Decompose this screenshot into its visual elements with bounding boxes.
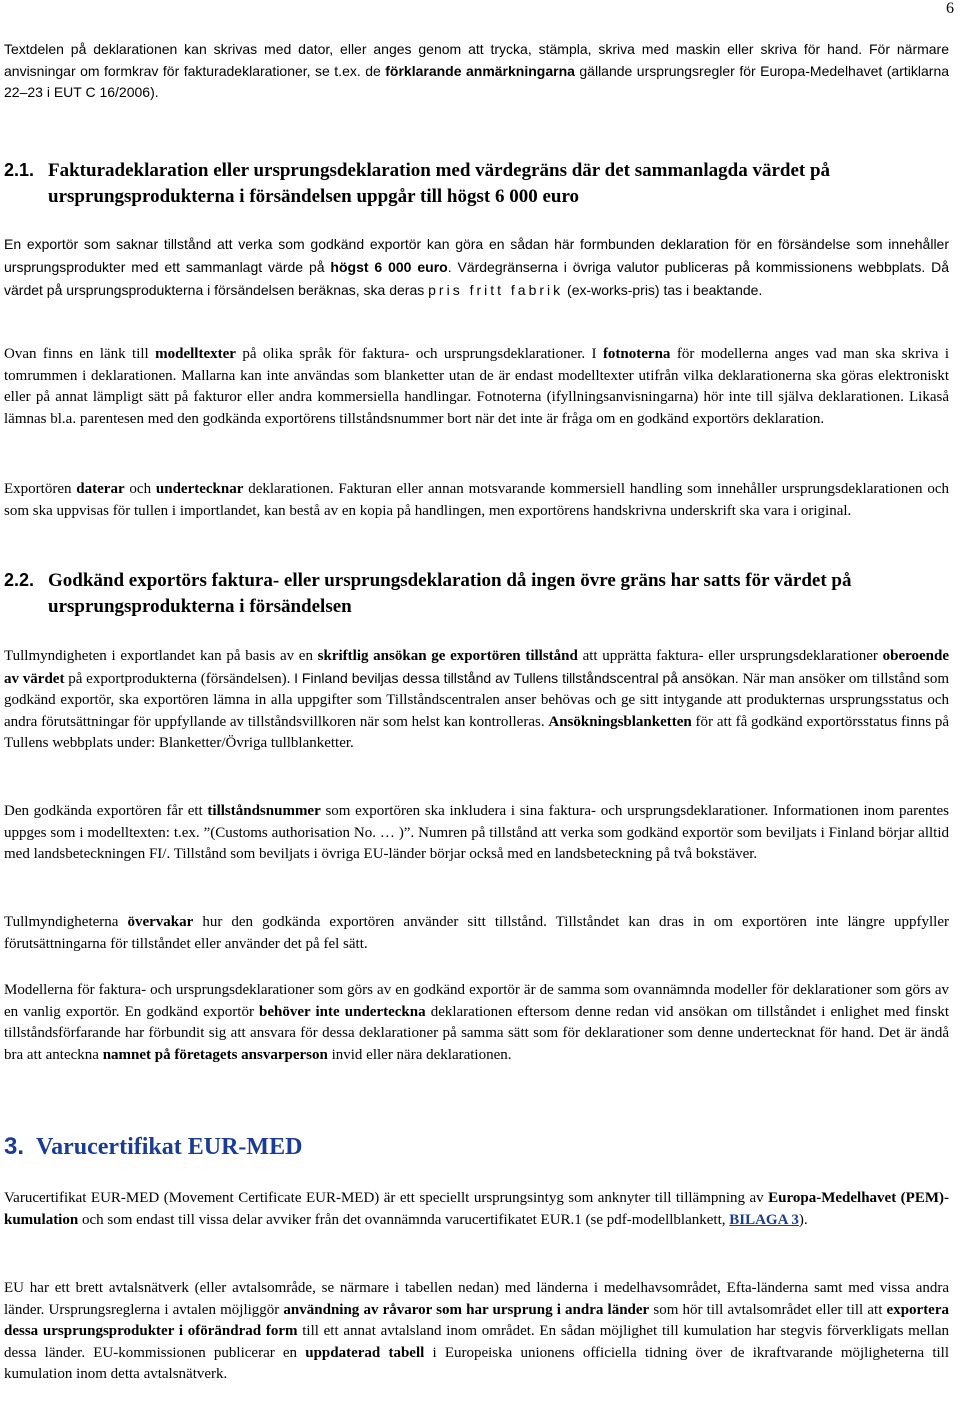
- p3-bold-2: undertecknar: [155, 481, 244, 497]
- p4-bold-1: skriftlig ansökan ge exportören tillstånd: [317, 648, 578, 664]
- section-3-number: 3.: [4, 1133, 25, 1160]
- p4-bold-2: oberoende av värdet: [4, 648, 950, 687]
- p8-text-2: och som endast till vissa delar avviker från det ovannämnda varucertifikatet EUR.1 (se pdf-modellblankett,: [78, 1211, 730, 1228]
- p7-text-2: deklarationen eftersom denne redan vid ansökan om tillståndet i enlighet med finskt tillståndsförfarande har förbundit sig att ansvara för dessa deklarationer på samma sätt som för deklarationer som denne undertecknat för hand. Det är ändå bra att anteckna: [4, 1003, 949, 1063]
- p3-text-2: och: [124, 481, 156, 497]
- p9-text-4: i Europeiska unionens officiella tidning över de ikraftvarande möjligheterna till kumulation inom detta avtalsnätverk.: [4, 1344, 950, 1382]
- p7-text-3: invid eller nära deklarationen.: [327, 1046, 512, 1063]
- paragraph-9: [4, 1278, 949, 1386]
- p5-text-2: som exportören ska inkludera i sina faktura- och ursprungsdeklarationer. Informationen inom parentes uppges som i modelltexten: t.ex. ”(Customs authorisation No. … )”. Numren på tillstånd att verka som godkänd exportör som beviljats i Finland börjar alltid med landsbeteckningen FI/. Tillstånd som beviljats i övriga EU-länder börjar också med en landsbeteckning på två bokstäver.: [4, 803, 949, 862]
- intro-paragraph: [4, 39, 949, 104]
- p9-text-2: som hör till avtalsområdet eller till att: [649, 1301, 887, 1318]
- p3-text-1: Exportören: [4, 481, 77, 497]
- p4-text-3: på exportprodukterna (försändelsen).: [64, 670, 295, 687]
- p2-text-2: på olika språk för faktura- och ursprungsdeklarationer. I: [235, 346, 603, 362]
- p9-text-3: till ett annat avtalsland inom området. En sådan möjlighet till kumulation har stegvis förverkligats mellan dessa länder. EU-kommissionen publicerar en: [4, 1323, 949, 1361]
- p7-text-1: Modellerna för faktura- och ursprungsdeklarationer som görs av en godkänd exportör är de samma som ovannämnda modeller för deklarationer som görs av en vanlig exportör. En godkänd exportör: [4, 982, 949, 1020]
- p7-bold-2: namnet på företagets ansvarperson: [102, 1046, 328, 1063]
- p5-text-1: Den godkända exportören får ett: [4, 803, 208, 819]
- paragraph-2: [4, 344, 949, 430]
- p2-bold-1: modelltexter: [155, 346, 236, 362]
- p4-text-5: för att få godkänd exportörsstatus finns på Tullens webbplats under: Blanketter/Övriga tullblanketter.: [4, 713, 949, 751]
- paragraph-4: [4, 646, 949, 755]
- section-2-2-title: Godkänd exportörs faktura- eller ursprungsdeklaration då ingen övre gräns har satts för värdet på ursprungsprodukterna i försändelsen: [48, 570, 852, 617]
- paragraph-1: [4, 233, 949, 302]
- paragraph-8: [4, 1188, 949, 1231]
- p9-text-1: EU har ett brett avtalsnätverk (eller avtalsområde, se närmare i tabellen nedan) med länderna i medelhavsområdet, Efta-länderna samt med vissa andra länder. Ursprungsreglerna i avtalen möjliggör: [4, 1280, 949, 1318]
- p4-text-1: Tullmyndigheten i exportlandet kan på basis av en: [4, 648, 318, 664]
- p2-text-3: för modellerna anges vad man ska skriva i tomrummen i deklarationen. Mallarna kan inte användas som blanketter utan de är endast modelltexter utifrån vilka deklarationerna ska göras elektroniskt eller på annat lämpligt sätt på fakturor eller andra kommersiella handlingar. Fotnoterna (ifyllningsanvisningarna) hör inte till själva deklarationen. Likaså lämnas bl.a. parentesen med den godkända exportörens tillståndsnummer bort när det inte är fråga om en godkänd exportörs deklaration.: [4, 346, 950, 427]
- paragraph-6: [4, 912, 949, 955]
- p1-text-2: . Värdegränserna i övriga valutor publiceras på kommissionens webbplats. Då värdet på ursprungsprodukterna i försändelsen beräknas, ska deras: [4, 259, 949, 298]
- section-2-2-heading: [4, 567, 949, 620]
- p4-sans-text: I Finland beviljas dessa tillstånd av Tullens tillståndscentral på ansökan.: [294, 669, 739, 686]
- p6-text-2: hur den godkända exportören använder sitt tillstånd. Tillståndet kan dras in om exportören inte längre uppfyller förutsättningarna för tillståndet eller använder det på fel sätt.: [4, 914, 949, 952]
- p6-bold-1: övervakar: [127, 914, 194, 930]
- intro-text-2: gällande ursprungsregler för Europa-Medelhavet (artiklarna 22–23 i EUT C 16/2006).: [4, 62, 950, 100]
- section-3-title: Varucertifikat EUR-MED: [36, 1134, 303, 1160]
- page-number: 6: [946, 0, 954, 17]
- p8-bold-1: Europa-Medelhavet (PEM)-kumulation: [4, 1190, 949, 1228]
- p3-text-3: deklarationen. Fakturan eller annan motsvarande kommersiell handling som innehåller ursprungsdeklarationen och som ska uppvisas för tullen i importlandet, kan bestå av en kopia på handlingen, men exportörens handskrivna underskrift ska vara i original.: [4, 481, 949, 519]
- p6-text-1: Tullmyndigheterna: [4, 914, 128, 930]
- p1-bold-1: högst 6 000 euro: [330, 259, 448, 275]
- p5-bold-1: tillståndsnummer: [207, 803, 321, 819]
- paragraph-3: [4, 479, 949, 522]
- p1-text-1: En exportör som saknar tillstånd att verka som godkänd exportör kan göra en sådan här formbunden deklaration för en försändelse som innehåller ursprungsprodukter med ett sammanlagt värde på: [4, 236, 949, 275]
- p8-text-1: Varucertifikat EUR-MED (Movement Certificate EUR-MED) är ett speciellt ursprungsintyg som anknyter till tillämpning av: [4, 1190, 769, 1206]
- bilaga-3-link[interactable]: BILAGA 3: [729, 1211, 799, 1228]
- p2-bold-2: fotnoterna: [602, 346, 671, 362]
- section-2-2-number: 2.2.: [4, 570, 35, 590]
- p4-bold-3: Ansökningsblanketten: [548, 713, 692, 730]
- paragraph-7: [4, 980, 949, 1066]
- p9-bold-1: användning av råvaror som har ursprung i andra länder: [283, 1301, 650, 1318]
- p8-text-3: ).: [798, 1211, 808, 1228]
- p3-bold-1: daterar: [76, 481, 125, 497]
- paragraph-5: [4, 801, 949, 866]
- intro-text-1: Textdelen på deklarationen kan skrivas med dator, eller anges genom att trycka, stämpla, skriva med maskin eller skriva för hand. För närmare anvisningar om formkrav för fakturadeklarationer, se t.ex. de: [4, 41, 949, 79]
- intro-bold-1: förklarande anmärkningarna: [385, 62, 575, 79]
- p1-text-3: (ex-works-pris) tas i beaktande.: [563, 282, 763, 298]
- p2-text-1: Ovan finns en länk till: [4, 346, 156, 362]
- p4-text-4: När man ansöker om tillstånd som godkänd exportör, ska exportören lämna in alla uppgifter som Tillståndscentralen anser behövas och ge sitt intygande att produkternas ursprungsstatus och andra förutsättningar för uppfyllande av tillståndsvillkoren när som helst kan kontrolleras.: [4, 670, 950, 730]
- p7-bold-1: behöver inte underteckna: [259, 1003, 426, 1020]
- section-2-1-number: 2.1.: [4, 160, 35, 180]
- p9-bold-2: exportera dessa ursprungsprodukter i oförändrad form: [4, 1301, 949, 1339]
- p9-bold-3: uppdaterad tabell: [305, 1344, 425, 1361]
- p1-spaced-text: pris fritt fabrik: [428, 282, 564, 298]
- p4-text-2: att upprätta faktura- eller ursprungsdeklarationer: [577, 648, 883, 664]
- section-2-1-title: Fakturadeklaration eller ursprungsdeklaration med värdegräns där det sammanlagda värdet på ursprungsprodukterna i försändelsen uppgår till högst 6 000 euro: [48, 160, 831, 207]
- section-3-heading: [4, 1132, 302, 1162]
- section-2-1-heading: [4, 157, 949, 210]
